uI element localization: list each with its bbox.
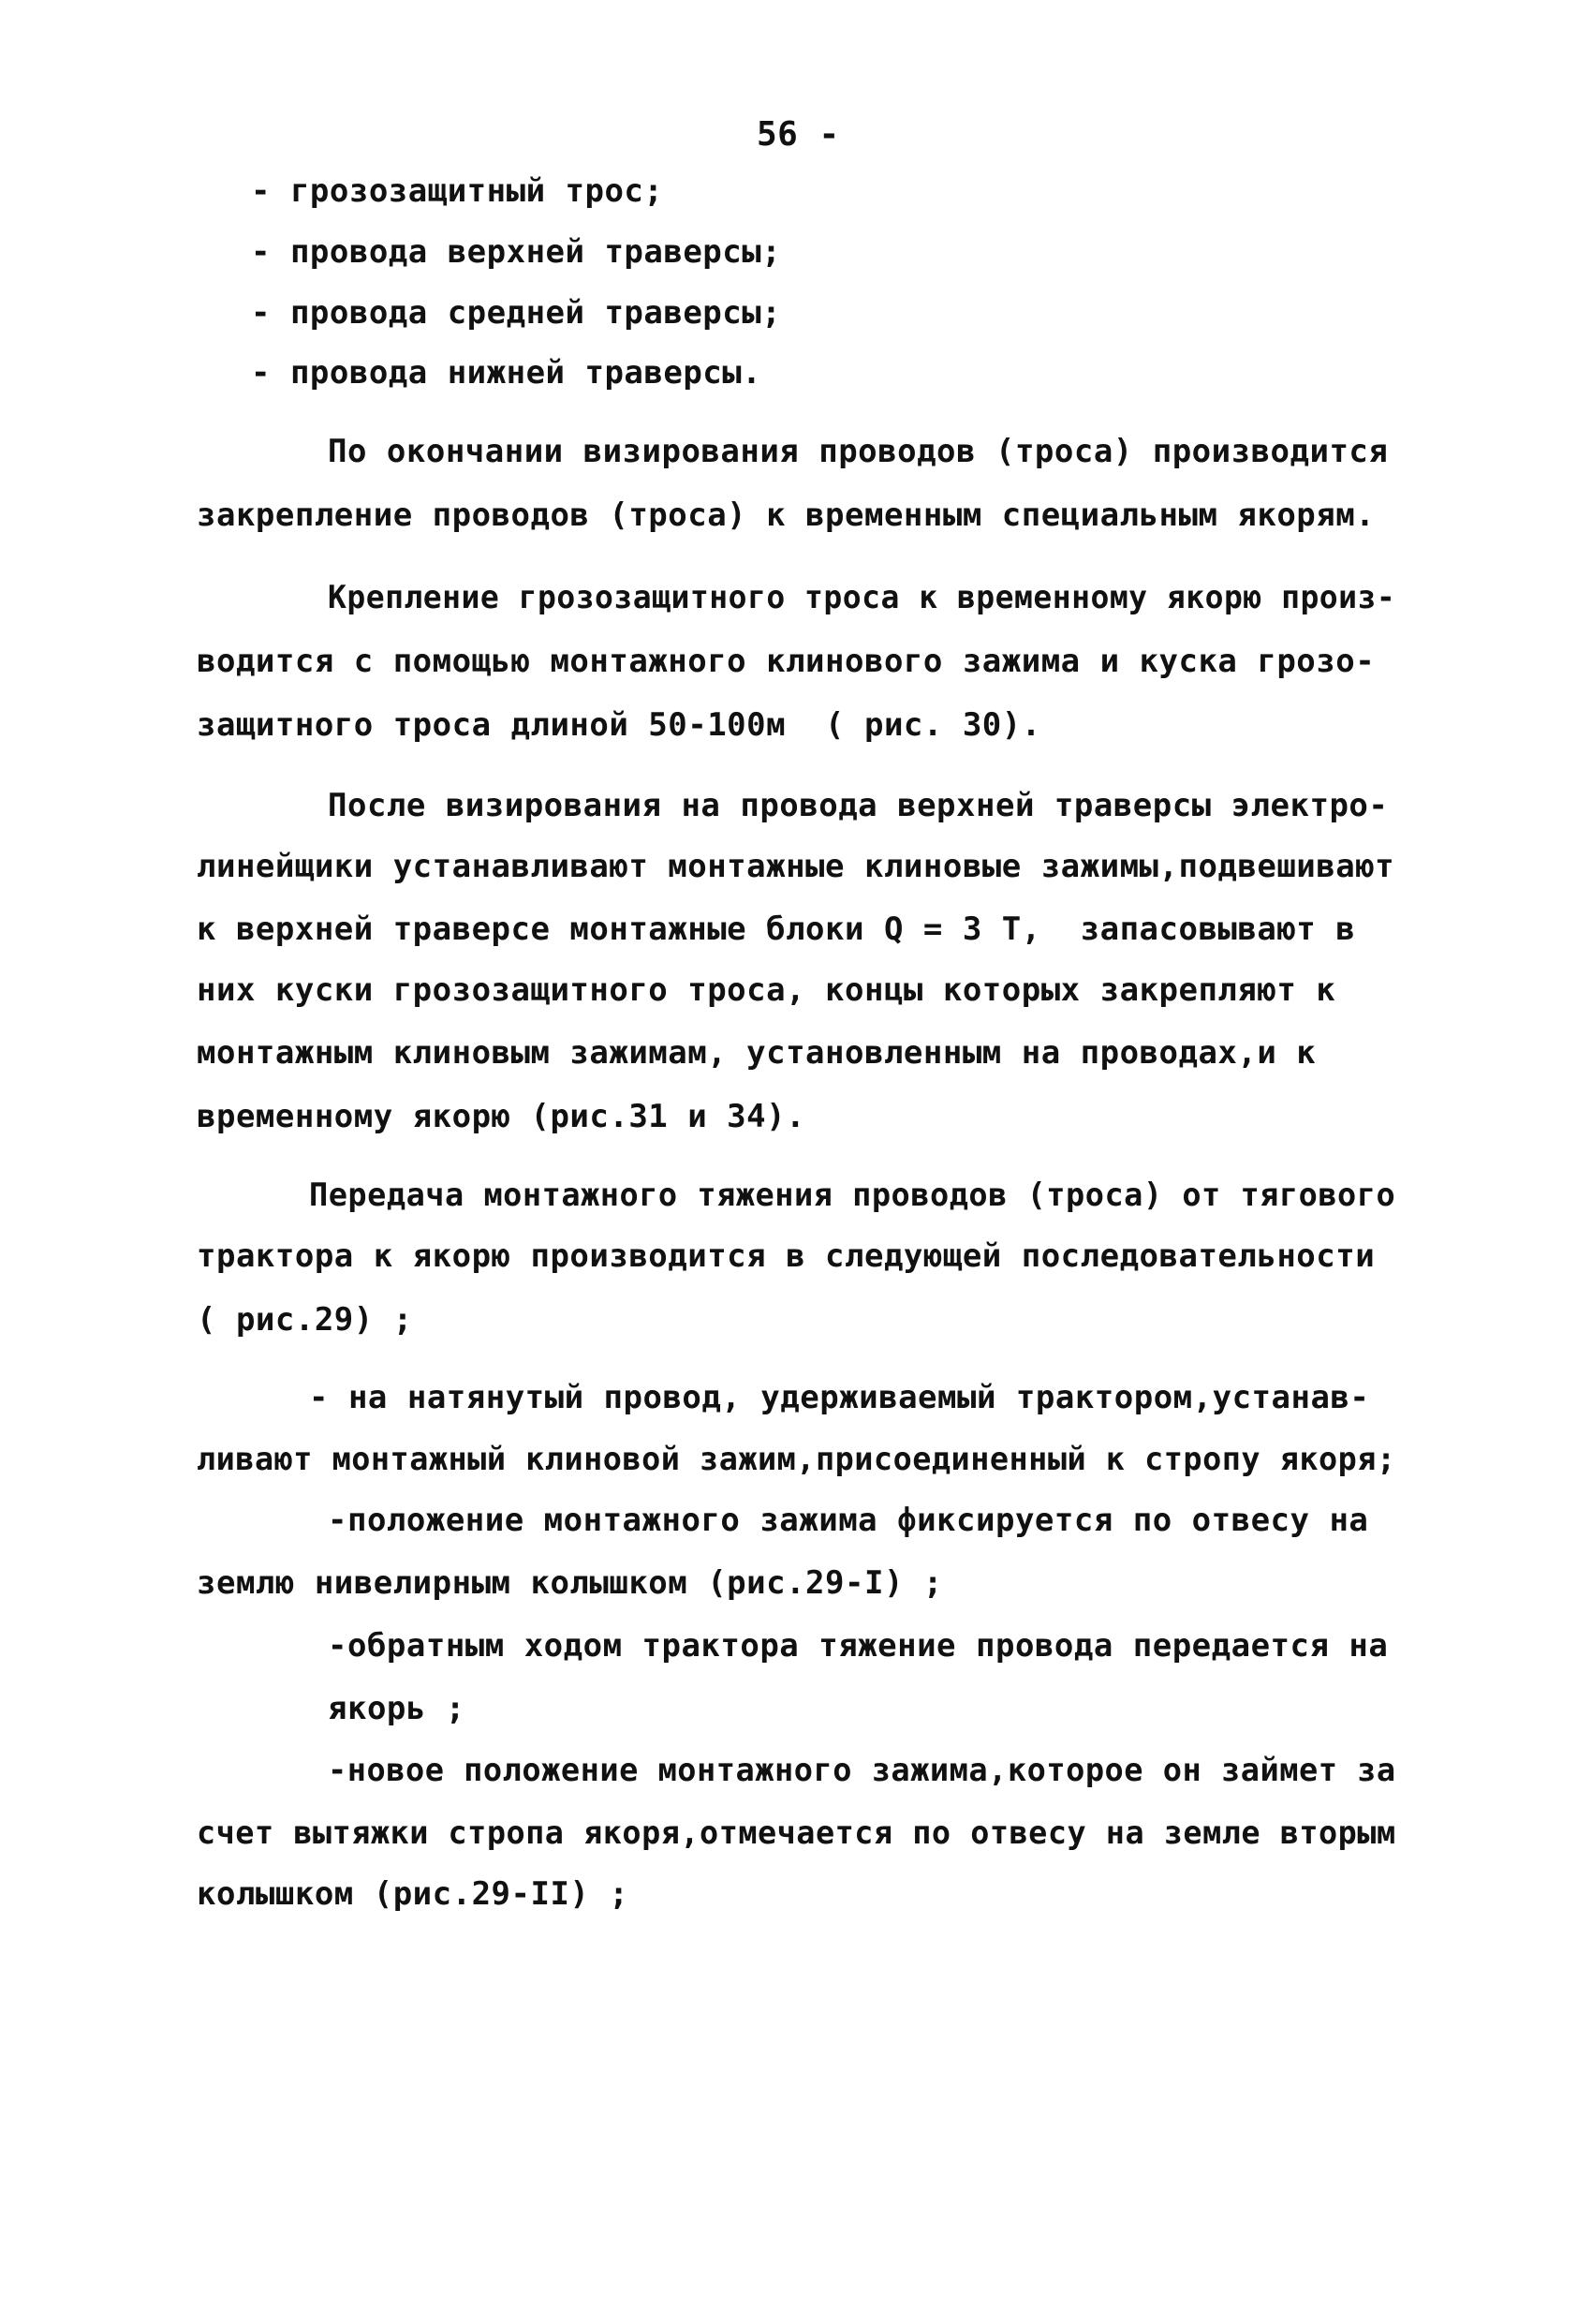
step-line: колышком (рис.29-II) ;: [197, 1875, 629, 1913]
step-line: якорь ;: [328, 1690, 465, 1727]
step-line: ливают монтажный клиновой зажим,присоединенный к стропу якоря;: [197, 1441, 1396, 1478]
paragraph-line: трактора к якорю производится в следующей последовательности: [197, 1237, 1376, 1275]
paragraph-line: водится с помощью монтажного клинового зажима и куска грозо-: [197, 643, 1376, 680]
paragraph-line: Крепление грозозащитного троса к временному якорю произ-: [328, 579, 1396, 616]
paragraph-line: Передача монтажного тяжения проводов (троса) от тягового: [309, 1177, 1396, 1214]
paragraph-line: По окончании визирования проводов (троса) производится: [328, 433, 1389, 470]
paragraph-line: После визирования на провода верхней траверсы электро-: [328, 787, 1389, 824]
paragraph-line: к верхней траверсе монтажные блоки Q = 3 Т, запасовывают в: [197, 910, 1356, 948]
step-line: землю нивелирным колышком (рис.29-I) ;: [197, 1564, 943, 1602]
list-item-upper-traverse: - провода верхней траверсы;: [251, 233, 782, 271]
step-line: - на натянутый провод, удерживаемый трактором,устанав-: [309, 1379, 1370, 1416]
list-item-middle-traverse: - провода средней траверсы;: [251, 294, 782, 332]
step-line: -обратным ходом трактора тяжение провода передается на: [328, 1627, 1389, 1665]
step-line: -новое положение монтажного зажима,которое он займет за: [328, 1752, 1396, 1789]
paragraph-line: монтажным клиновым зажимам, установленным на проводах,и к: [197, 1034, 1317, 1072]
paragraph-line: защитного троса длиной 50-100м ( рис. 30).: [197, 706, 1041, 744]
list-item-ground-wire: - грозозащитный трос;: [251, 172, 664, 210]
paragraph-line: них куски грозозащитного троса, концы которых закрепляют к: [197, 971, 1336, 1009]
paragraph-line: ( рис.29) ;: [197, 1301, 413, 1339]
paragraph-line: закрепление проводов (троса) к временным специальным якорям.: [197, 496, 1376, 534]
paragraph-line: временному якорю (рис.31 и 34).: [197, 1098, 806, 1135]
list-item-lower-traverse: - провода нижней траверсы.: [251, 354, 762, 392]
step-line: -положение монтажного зажима фиксируется по отвесу на: [328, 1502, 1369, 1539]
paragraph-line: линейщики устанавливают монтажные клиновые зажимы,подвешивают: [197, 848, 1395, 885]
step-line: счет вытяжки стропа якоря,отмечается по отвесу на земле вторым: [197, 1814, 1396, 1852]
page-number: 56 -: [757, 115, 840, 154]
